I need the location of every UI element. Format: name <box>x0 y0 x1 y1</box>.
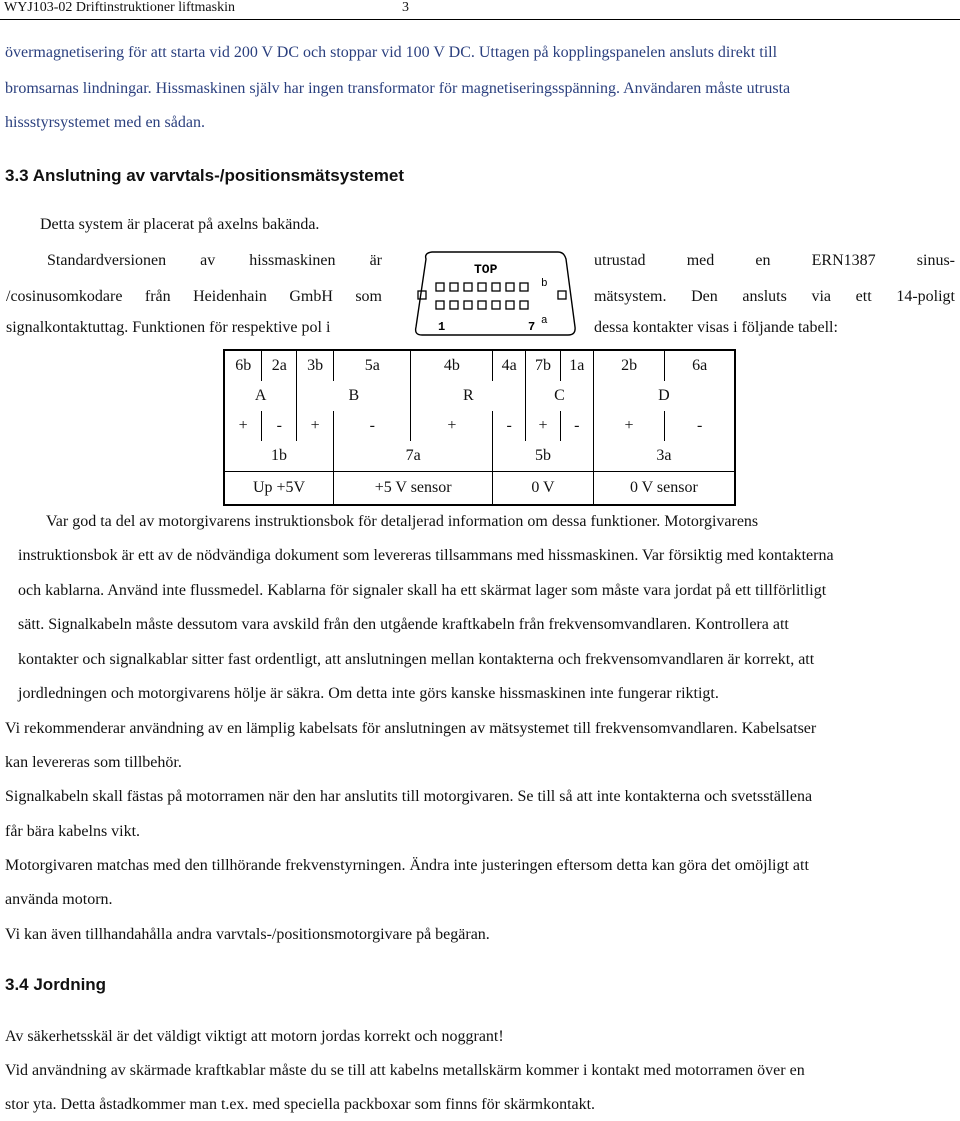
other-encoders-text: Vi kan även tillhandahålla andra varvtals-/positionsmotorgivare på begäran. <box>5 926 490 943</box>
pin-hole <box>450 283 458 291</box>
table-cell: 7b <box>526 350 561 381</box>
table-cell: 0 V sensor <box>593 472 735 506</box>
section-3-4-heading: 3.4 Jordning <box>5 975 107 994</box>
table-cell: + <box>224 411 262 441</box>
recommendation-line-2: kan levereras som tillbehör. <box>5 754 182 771</box>
pin-hole <box>436 283 444 291</box>
table-cell: Up +5V <box>224 472 334 506</box>
encoder-text-right-2: mätsystem. Den ansluts via ett 14-poligt <box>594 288 955 305</box>
encoder-text-right-3: dessa kontakter visas i följande tabell: <box>594 319 838 336</box>
pin-hole <box>492 283 500 291</box>
signal-cable-line-1: Signalkabeln skall fästas på motorramen när den har anslutits till motorgivaren. Se till så att inte kontakterna och svetsställena <box>5 788 813 805</box>
connector-top-label: TOP <box>474 262 498 277</box>
pin-hole <box>450 301 458 309</box>
grounding-line-1: Av säkerhetsskäl är det väldigt viktigt att motorn jordas korrekt och noggrant! <box>5 1028 504 1045</box>
table-cell: 5a <box>334 350 411 381</box>
table-row-pins <box>224 350 735 381</box>
table-row-signals <box>224 381 735 411</box>
table-cell: - <box>560 411 593 441</box>
notes-line-4: sätt. Signalkabeln måste dessutom vara avskild från den utgående kraftkabeln från frekvensomvandlaren. Kontrollera att <box>18 616 789 633</box>
connector-row-a-label: a <box>541 315 548 327</box>
signal-cable-line-2: får bära kabelns vikt. <box>5 823 141 840</box>
notes-line-3: och kablarna. Använd inte flussmedel. Kablarna för signaler skall ha ett skärmat lager som måste vara jordat på ett tillförlitligt <box>18 582 827 599</box>
table-cell: 4a <box>493 350 526 381</box>
table-cell: R <box>411 381 526 411</box>
pin-hole <box>506 301 514 309</box>
table-cell: A <box>224 381 297 411</box>
table-cell: + <box>526 411 561 441</box>
matching-line-1: Motorgivaren matchas med den tillhörande frekvenstyrningen. Ändra inte justeringen eftersom detta kan göra det omöjligt att <box>5 857 809 874</box>
table-cell: 3a <box>593 441 735 472</box>
notes-line-5: kontakter och signalkablar sitter fast ordentligt, att anslutningen mellan kontakterna och frekvensomvandlaren är korrekt, att <box>18 651 815 668</box>
table-cell: +5 V sensor <box>334 472 493 506</box>
page-number: 3 <box>402 0 409 15</box>
table-cell: 7a <box>334 441 493 472</box>
table-cell: - <box>493 411 526 441</box>
pin-hole <box>464 283 472 291</box>
document-title: WYJ103-02 Driftinstruktioner liftmaskin <box>4 0 235 15</box>
placement-text: Detta system är placerat på axelns bakända. <box>40 216 320 233</box>
pin-hole <box>464 301 472 309</box>
table-cell: + <box>593 411 665 441</box>
table-cell: - <box>262 411 297 441</box>
notes-line-1: Var god ta del av motorgivarens instruktionsbok för detaljerad information om dessa funktioner. Motorgivarens <box>46 513 759 530</box>
pin-hole <box>506 283 514 291</box>
intro-line-2: bromsarnas lindningar. Hissmaskinen själv har ingen transformator för magnetiseringsspänning. Användaren måste utrusta <box>5 80 791 97</box>
encoder-text-left-2: /cosinusomkodare från Heidenhain GmbH som <box>6 288 382 305</box>
table-cell: 5b <box>493 441 594 472</box>
pin-hole <box>492 301 500 309</box>
table-row-supply-pins <box>224 441 735 472</box>
mount-hole <box>418 291 426 299</box>
mount-hole <box>558 291 566 299</box>
notes-line-6: jordledningen och motorgivarens hölje är säkra. Om detta inte görs kanske hissmaskinen inte fungerar riktigt. <box>18 685 719 702</box>
notes-line-2: instruktionsbok är ett av de nödvändiga dokument som levereras tillsammans med hissmaskinen. Var försiktig med kontakterna <box>18 547 834 564</box>
intro-line-1: övermagnetisering för att starta vid 200 V DC och stoppar vid 100 V DC. Uttagen på kopplingspanelen ansluts direkt till <box>5 44 778 61</box>
page-header <box>0 0 960 20</box>
table-cell: - <box>334 411 411 441</box>
table-cell: + <box>411 411 493 441</box>
table-cell: D <box>593 381 735 411</box>
encoder-text-left-3: signalkontaktuttag. Funktionen för respektive pol i <box>6 319 331 336</box>
connector-pin-1-label: 1 <box>438 320 446 334</box>
connector-diagram <box>408 247 584 343</box>
table-row-polarity <box>224 411 735 441</box>
connector-pin-7-label: 7 <box>528 320 536 334</box>
pin-hole <box>520 283 528 291</box>
table-cell: 6b <box>224 350 262 381</box>
grounding-line-3: stor yta. Detta åstadkommer man t.ex. med speciella packboxar som finns för skärmkontakt. <box>5 1096 596 1113</box>
pin-hole <box>520 301 528 309</box>
encoder-text-right-1: utrustad med en ERN1387 sinus- <box>594 252 955 269</box>
encoder-text-left-1: Standardversionen av hissmaskinen är <box>47 252 382 269</box>
intro-line-3: hissstyrsystemet med en sådan. <box>5 114 205 131</box>
pin-assignment-table <box>223 349 736 506</box>
table-cell: 2b <box>593 350 665 381</box>
table-cell: 6a <box>665 350 735 381</box>
table-row-supply-names <box>224 472 735 506</box>
recommendation-line-1: Vi rekommenderar användning av en lämplig kabelsats för anslutningen av mätsystemet till frekvensomvandlaren. Kabelsatser <box>5 720 817 737</box>
table-cell: 2a <box>262 350 297 381</box>
table-cell: 0 V <box>493 472 594 506</box>
pin-hole <box>478 301 486 309</box>
table-cell: 1b <box>224 441 334 472</box>
table-cell: - <box>665 411 735 441</box>
table-cell: 3b <box>297 350 334 381</box>
table-cell: C <box>526 381 594 411</box>
grounding-line-2: Vid användning av skärmade kraftkablar måste du se till att kabelns metallskärm kommer i kontakt med motorramen över en <box>5 1062 805 1079</box>
table-cell: B <box>297 381 411 411</box>
matching-line-2: använda motorn. <box>5 891 113 908</box>
section-3-3-heading: 3.3 Anslutning av varvtals-/positionsmätsystemet <box>5 166 404 185</box>
table-cell: 1a <box>560 350 593 381</box>
table-cell: 4b <box>411 350 493 381</box>
pin-hole <box>436 301 444 309</box>
connector-row-b-label: b <box>541 278 548 290</box>
table-cell: + <box>297 411 334 441</box>
pin-hole <box>478 283 486 291</box>
